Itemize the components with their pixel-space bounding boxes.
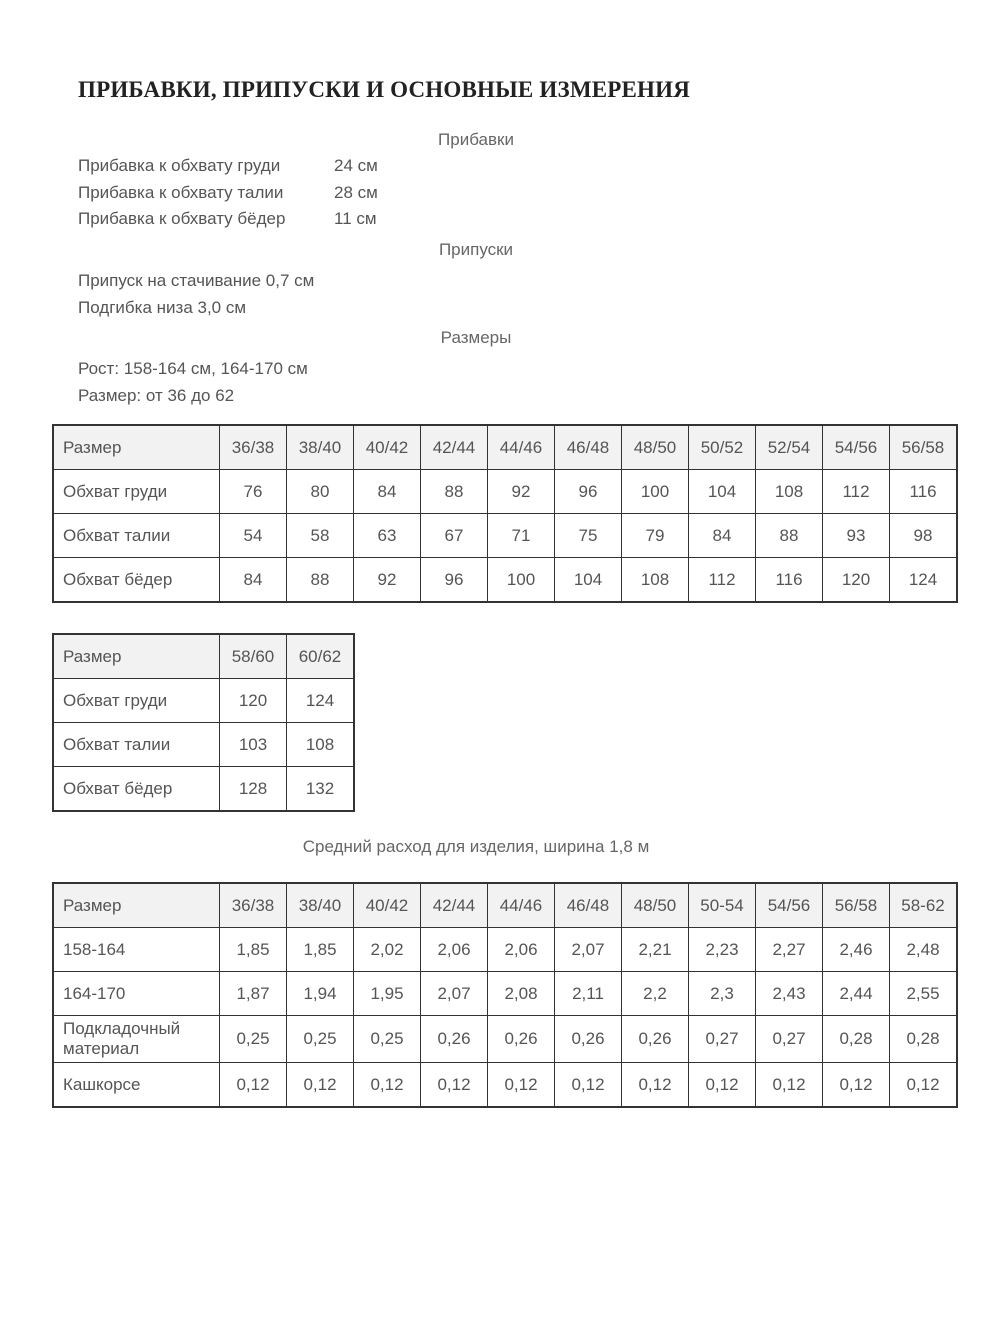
- table-cell: 76: [220, 470, 287, 514]
- size-header-cell: 58-62: [890, 883, 958, 928]
- size-header-cell: 44/46: [488, 883, 555, 928]
- table-row: [53, 928, 957, 972]
- table-row: [53, 1063, 957, 1108]
- table-cell: 2,48: [890, 928, 958, 972]
- table-cell: 2,21: [622, 928, 689, 972]
- table-cell: 2,55: [890, 972, 958, 1016]
- size-header-cell: 36/38: [220, 883, 287, 928]
- table-cell: 2,27: [756, 928, 823, 972]
- allowance-hips: [78, 209, 377, 229]
- table-cell: 0,27: [756, 1016, 823, 1063]
- table-cell: 2,07: [421, 972, 488, 1016]
- table-cell: 0,27: [689, 1016, 756, 1063]
- table-cell: 104: [689, 470, 756, 514]
- sizes-heading: Размеры: [440, 328, 512, 347]
- table-cell: 103: [220, 723, 287, 767]
- size-header-cell: 40/42: [354, 425, 421, 470]
- table-row: [53, 470, 957, 514]
- table-cell: 0,12: [890, 1063, 958, 1108]
- allowance-waist: [78, 183, 378, 203]
- size-header-cell: 58/60: [220, 634, 287, 679]
- table-cell: 0,26: [488, 1016, 555, 1063]
- table-cell: 112: [689, 558, 756, 603]
- table-cell: 71: [488, 514, 555, 558]
- table-cell: 2,46: [823, 928, 890, 972]
- row-label-cell: Обхват талии: [53, 514, 220, 558]
- table-row: [53, 1016, 957, 1063]
- table-cell: 84: [689, 514, 756, 558]
- table-cell: 0,25: [220, 1016, 287, 1063]
- size-header-cell: 36/38: [220, 425, 287, 470]
- table-cell: 1,87: [220, 972, 287, 1016]
- size-header-cell: 54/56: [823, 425, 890, 470]
- table-cell: 132: [287, 767, 355, 812]
- allowance-hips-value: 11 см: [334, 209, 377, 228]
- page-title: ПРИБАВКИ, ПРИПУСКИ И ОСНОВНЫЕ ИЗМЕРЕНИЯ: [78, 77, 691, 102]
- table-cell: 0,12: [622, 1063, 689, 1108]
- table-cell: 0,26: [555, 1016, 622, 1063]
- table-row: [53, 514, 957, 558]
- size-header-cell: 44/46: [488, 425, 555, 470]
- size-range-text: Размер: от 36 до 62: [78, 386, 235, 405]
- table-cell: 116: [890, 470, 958, 514]
- table-cell: 124: [890, 558, 958, 603]
- table-cell: 100: [488, 558, 555, 603]
- table-cell: 88: [421, 470, 488, 514]
- table-cell: 120: [220, 679, 287, 723]
- table-cell: 128: [220, 767, 287, 812]
- table-cell: 0,12: [555, 1063, 622, 1108]
- size-header-cell: 48/50: [622, 883, 689, 928]
- measurements-table-large-sizes: [52, 633, 355, 812]
- table-cell: 108: [622, 558, 689, 603]
- table-cell: 96: [421, 558, 488, 603]
- table-cell: 96: [555, 470, 622, 514]
- table-row: [53, 972, 957, 1016]
- table-cell: 2,06: [421, 928, 488, 972]
- table-cell: 92: [488, 470, 555, 514]
- hem-allowance-text: Подгибка низа 3,0 см: [78, 298, 247, 317]
- size-header-cell: 50-54: [689, 883, 756, 928]
- table-cell: 80: [287, 470, 354, 514]
- table-cell: 2,3: [689, 972, 756, 1016]
- table-cell: 0,12: [756, 1063, 823, 1108]
- header-label-cell: Размер: [53, 883, 220, 928]
- table-cell: 92: [354, 558, 421, 603]
- row-label-cell: Обхват груди: [53, 470, 220, 514]
- size-header-cell: 42/44: [421, 425, 488, 470]
- table-cell: 67: [421, 514, 488, 558]
- table-cell: 2,44: [823, 972, 890, 1016]
- size-header-cell: 38/40: [287, 883, 354, 928]
- height-range-text: Рост: 158-164 см, 164-170 см: [78, 359, 308, 378]
- table-cell: 84: [354, 470, 421, 514]
- table-cell: 100: [622, 470, 689, 514]
- allowance-hips-label: Прибавка к обхвату бёдер: [78, 209, 286, 228]
- row-label-cell: Обхват талии: [53, 723, 220, 767]
- header-label-cell: Размер: [53, 425, 220, 470]
- size-header-cell: 46/48: [555, 425, 622, 470]
- header-label-cell: Размер: [53, 634, 220, 679]
- row-label-cell: Подкладочный материал: [53, 1016, 220, 1063]
- row-label-cell: Обхват бёдер: [53, 558, 220, 603]
- table-cell: 2,23: [689, 928, 756, 972]
- table-cell: 0,12: [287, 1063, 354, 1108]
- table-cell: 98: [890, 514, 958, 558]
- table-header-row: [53, 425, 957, 470]
- table-cell: 2,02: [354, 928, 421, 972]
- table-cell: 108: [756, 470, 823, 514]
- allowance-chest: [78, 156, 378, 176]
- table-cell: 124: [287, 679, 355, 723]
- seam-allowance-text: Припуск на стачивание 0,7 см: [78, 271, 315, 290]
- size-header-cell: 42/44: [421, 883, 488, 928]
- row-label-cell: Кашкорсе: [53, 1063, 220, 1108]
- table-cell: 0,28: [823, 1016, 890, 1063]
- allowance-waist-label: Прибавка к обхвату талии: [78, 183, 284, 202]
- table-cell: 0,12: [421, 1063, 488, 1108]
- row-label-cell: 164-170: [53, 972, 220, 1016]
- table-cell: 1,95: [354, 972, 421, 1016]
- table-cell: 0,28: [890, 1016, 958, 1063]
- size-header-cell: 60/62: [287, 634, 355, 679]
- table-cell: 112: [823, 470, 890, 514]
- size-header-cell: 50/52: [689, 425, 756, 470]
- table-cell: 93: [823, 514, 890, 558]
- table-cell: 104: [555, 558, 622, 603]
- table-cell: 2,2: [622, 972, 689, 1016]
- allowance-waist-value: 28 см: [334, 183, 378, 202]
- allowance-chest-value: 24 см: [334, 156, 378, 175]
- row-label-cell: Обхват груди: [53, 679, 220, 723]
- table-cell: 0,12: [823, 1063, 890, 1108]
- table-cell: 0,26: [622, 1016, 689, 1063]
- size-header-cell: 52/54: [756, 425, 823, 470]
- table-cell: 1,85: [287, 928, 354, 972]
- table-cell: 0,25: [287, 1016, 354, 1063]
- table-cell: 58: [287, 514, 354, 558]
- table-header-row: [53, 634, 354, 679]
- size-header-cell: 48/50: [622, 425, 689, 470]
- table-row: [53, 679, 354, 723]
- allowance-chest-label: Прибавка к обхвату груди: [78, 156, 281, 175]
- table-cell: 84: [220, 558, 287, 603]
- table-cell: 2,06: [488, 928, 555, 972]
- allowances-heading: Прибавки: [438, 130, 514, 149]
- row-label-cell: 158-164: [53, 928, 220, 972]
- table-cell: 108: [287, 723, 355, 767]
- table-cell: 0,12: [220, 1063, 287, 1108]
- table-cell: 0,25: [354, 1016, 421, 1063]
- table-cell: 0,12: [354, 1063, 421, 1108]
- table-row: [53, 767, 354, 812]
- table-cell: 0,12: [488, 1063, 555, 1108]
- table-cell: 75: [555, 514, 622, 558]
- table-cell: 2,07: [555, 928, 622, 972]
- consumption-heading: Средний расход для изделия, ширина 1,8 м: [302, 837, 650, 856]
- table-cell: 79: [622, 514, 689, 558]
- table-cell: 1,85: [220, 928, 287, 972]
- table-row: [53, 558, 957, 603]
- size-header-cell: 56/58: [890, 425, 958, 470]
- measurements-table: [52, 424, 958, 603]
- table-cell: 2,43: [756, 972, 823, 1016]
- seams-heading: Припуски: [438, 240, 514, 259]
- size-header-cell: 38/40: [287, 425, 354, 470]
- fabric-consumption-table: [52, 882, 958, 1108]
- size-header-cell: 54/56: [756, 883, 823, 928]
- table-header-row: [53, 883, 957, 928]
- size-header-cell: 46/48: [555, 883, 622, 928]
- table-row: [53, 723, 354, 767]
- size-header-cell: 40/42: [354, 883, 421, 928]
- table-cell: 2,08: [488, 972, 555, 1016]
- table-cell: 63: [354, 514, 421, 558]
- table-cell: 54: [220, 514, 287, 558]
- table-cell: 88: [756, 514, 823, 558]
- table-cell: 88: [287, 558, 354, 603]
- table-cell: 116: [756, 558, 823, 603]
- table-cell: 1,94: [287, 972, 354, 1016]
- table-cell: 2,11: [555, 972, 622, 1016]
- table-cell: 120: [823, 558, 890, 603]
- table-cell: 0,12: [689, 1063, 756, 1108]
- table-cell: 0,26: [421, 1016, 488, 1063]
- row-label-cell: Обхват бёдер: [53, 767, 220, 812]
- size-header-cell: 56/58: [823, 883, 890, 928]
